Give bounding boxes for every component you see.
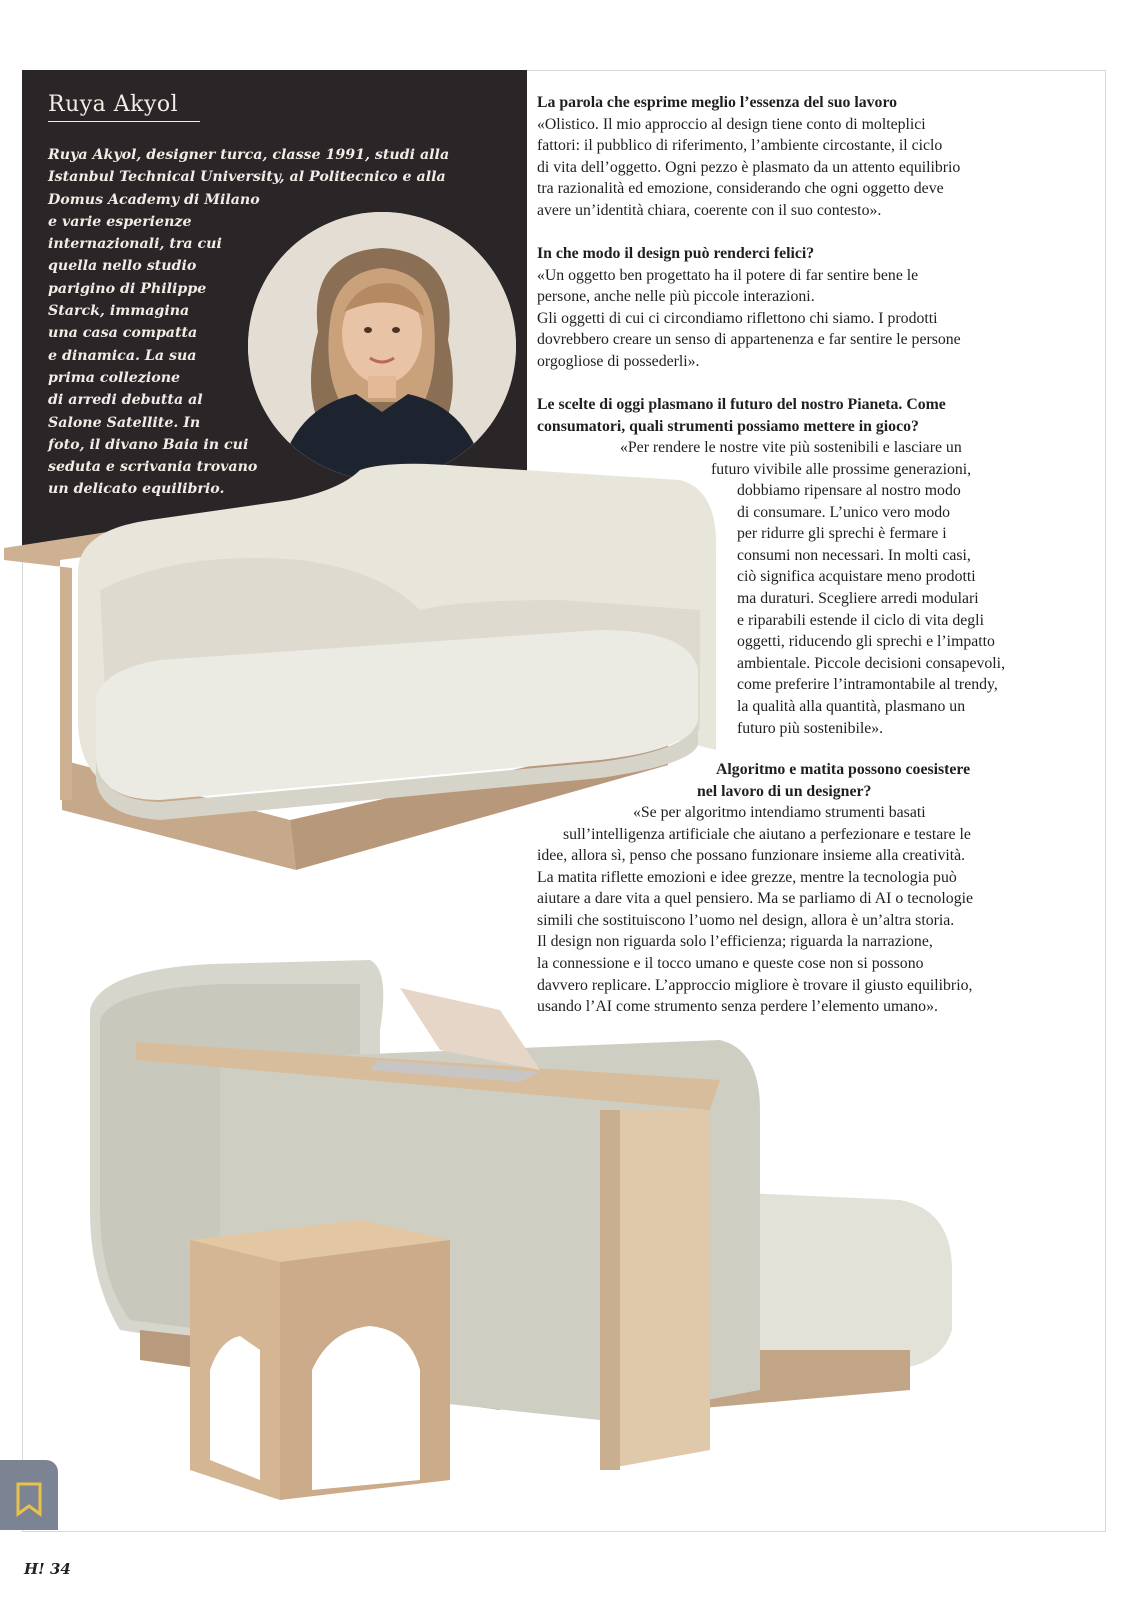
- qa-block-3-answer: [737, 480, 1005, 739]
- bio-line: internazionali, tra cui: [48, 236, 222, 253]
- page-footer: [24, 1560, 71, 1578]
- answer-line: La matita riflette emozioni e idee grezze, mentre la tecnologia può: [537, 868, 957, 886]
- qa-block-2: [537, 243, 961, 373]
- answer-line: davvero replicare. L’approccio migliore è trovare il giusto equilibrio,: [537, 976, 973, 994]
- qa-block-1: [537, 92, 960, 222]
- bio-line: una casa compatta: [48, 325, 198, 342]
- page-number: 34: [50, 1560, 71, 1578]
- bio-line: e varie esperienze: [48, 213, 192, 230]
- bio-line: Salone Satellite. In: [48, 414, 201, 431]
- answer-line: «Per rendere le nostre vite più sostenibili e lasciare un: [620, 439, 962, 456]
- bio-line: un delicato equilibrio.: [48, 481, 225, 498]
- answer-line: Il design non riguarda solo l’efficienza; riguarda la narrazione,: [537, 933, 933, 951]
- answer-line: la qualità alla quantità, plasmano un: [737, 697, 966, 715]
- bio-line: di arredi debutta al: [48, 392, 203, 409]
- answer-line: orgogliose di possederli».: [537, 352, 700, 370]
- answer-line: di vita dell’oggetto. Ogni pezzo è plasmato da un attento equilibrio: [537, 158, 961, 176]
- answer-line: ciò significa acquistare meno prodotti: [737, 568, 976, 586]
- bio-line: quella nello studio: [48, 258, 197, 275]
- answer-line: «Olistico. Il mio approccio al design tiene conto di molteplici: [537, 115, 926, 133]
- question: consumatori, quali strumenti possiamo mettere in gioco?: [537, 417, 919, 435]
- answer-line: idee, allora sì, penso che possano funzionare insieme alla creatività.: [537, 847, 966, 864]
- answer-line: persone, anche nelle più piccole interazioni.: [537, 288, 815, 306]
- answer-line: «Se per algoritmo intendiamo strumenti basati: [633, 804, 926, 821]
- bio-line: foto, il divano Baia in cui: [48, 436, 249, 453]
- answer-line: futuro più sostenibile».: [737, 719, 884, 737]
- answer-line: dobbiamo ripensare al nostro modo: [737, 482, 961, 499]
- bio-line: Ruya Akyol, designer turca, classe 1991, studi alla: [48, 147, 450, 163]
- qa-block-3-question: [537, 394, 946, 437]
- designer-portrait: [248, 212, 516, 480]
- answer-line: ma duraturi. Scegliere arredi modulari: [737, 589, 979, 607]
- question: La parola che esprime meglio l’essenza del suo lavoro: [537, 94, 898, 111]
- bio-line: seduta e scrivania trovano: [48, 459, 258, 476]
- answer-line: tra razionalità ed emozione, considerando che ogni oggetto deve: [537, 180, 944, 198]
- sofa-chaise-image: [0, 460, 730, 880]
- answer-line: fattori: il pubblico di riferimento, l’ambiente circostante, il ciclo: [537, 137, 943, 155]
- answer-line: «Un oggetto ben progettato ha il potere di far sentire bene le: [537, 266, 919, 284]
- portrait-illustration: [248, 212, 516, 480]
- answer-line: simili che sostituiscono l’uomo nel design, allora è un’altra storia.: [537, 911, 955, 929]
- answer-line: Gli oggetti di cui ci circondiamo riflettono chi siamo. I prodotti: [537, 309, 938, 327]
- question: nel lavoro di un designer?: [697, 783, 872, 800]
- answer-line: aiutare a dare vita a quel pensiero. Ma se parliamo di AI o tecnologie: [537, 890, 974, 908]
- magazine-logo: H!: [24, 1560, 45, 1578]
- answer-line: di consumare. L’unico vero modo: [737, 503, 951, 521]
- question: Le scelte di oggi plasmano il futuro del nostro Pianeta. Come: [537, 396, 946, 413]
- name-underline: [48, 121, 200, 122]
- answer-line: dovrebbero creare un senso di appartenenza e far sentire le persone: [537, 331, 961, 349]
- answer-line: ambientale. Piccole decisioni consapevoli,: [737, 654, 1006, 672]
- bio-line: Starck, immagina: [48, 303, 190, 320]
- bio-line: Domus Academy di Milano: [48, 191, 260, 208]
- answer-line: per ridurre gli sprechi è fermare i: [737, 525, 947, 543]
- bio-line: prima collezione: [48, 369, 181, 386]
- answer-line: usando l’AI come strumento senza perdere l’elemento umano».: [537, 998, 938, 1016]
- answer-line: avere un’identità chiara, coerente con il suo contesto».: [537, 201, 882, 219]
- answer-line: come preferire l’intramontabile al trendy,: [737, 676, 998, 694]
- bio-line: parigino di Philippe: [48, 280, 207, 297]
- answer-line: la connessione e il tocco umano e queste cose non si possono: [537, 954, 924, 972]
- bio-line: e dinamica. La sua: [48, 347, 197, 364]
- bookmark-tab[interactable]: [0, 1460, 58, 1530]
- sofa-desk-image: [80, 950, 960, 1510]
- answer-line: futuro vivibile alle prossime generazioni,: [711, 461, 972, 478]
- bio-line: Istanbul Technical University, al Politecnico e alla: [48, 169, 446, 186]
- designer-name: Ruya Akyol: [48, 92, 179, 117]
- question: Algoritmo e matita possono coesistere: [716, 761, 971, 778]
- answer-line: oggetti, riducendo gli sprechi e l’impatto: [737, 633, 995, 651]
- answer-line: sull’intelligenza artificiale che aiutano a perfezionare e testare le: [563, 826, 971, 843]
- bookmark-icon[interactable]: [0, 1460, 58, 1530]
- question: In che modo il design può renderci felici?: [537, 245, 815, 262]
- answer-line: e riparabili estende il ciclo di vita degli: [737, 611, 984, 629]
- answer-line: consumi non necessari. In molti casi,: [737, 546, 971, 564]
